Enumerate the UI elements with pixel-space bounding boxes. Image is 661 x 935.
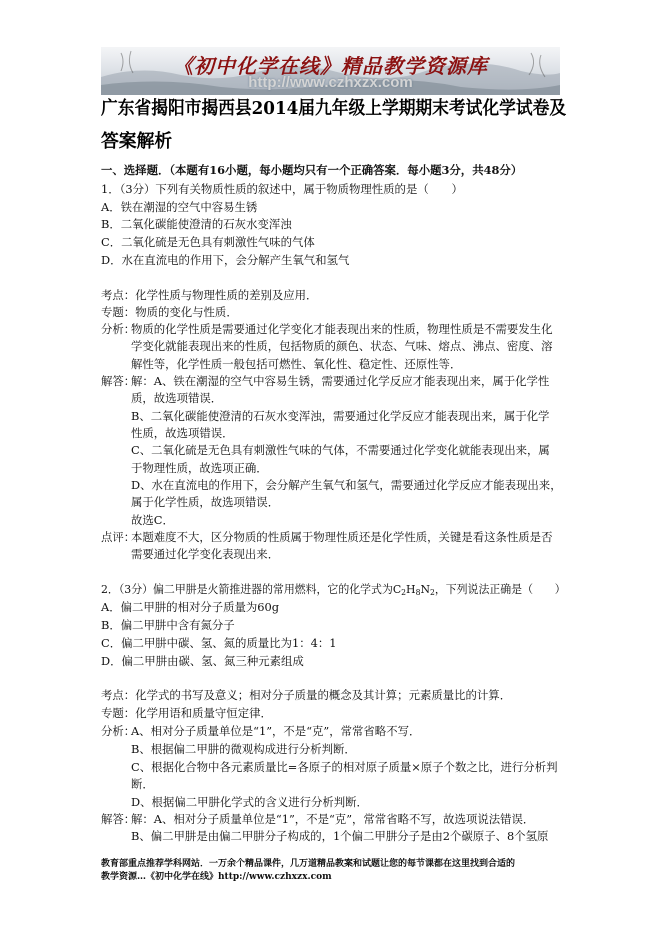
q2-fenxi-line-4: 断． <box>131 777 154 791</box>
q1-jieda-line-8: 属于化学性质，故选项错误． <box>131 495 280 509</box>
q1-jieda-line-9: 故选C． <box>131 513 174 527</box>
q2-option-d: D．偏二甲肼由碳、氢、氮三种元素组成 <box>101 654 304 668</box>
q1-stem: 1．（3分）下列有关物质性质的叙述中，属于物质物理性质的是（ ） <box>101 182 463 196</box>
banner-title: 《初中化学在线》精品教学资源库 <box>173 54 488 78</box>
q2-kaodian-label: 考点： <box>101 688 136 702</box>
q1-kaodian-label: 考点： <box>101 288 136 302</box>
document-title-line-1: 广东省揭阳市揭西县2014届九年级上学期期末考试化学试卷及 <box>101 98 567 119</box>
q2-fenxi-line-3: C、根据化合物中各元素质量比=各原子的相对原子质量×原子个数之比，进行分析判 <box>131 760 558 774</box>
document-title-line-2: 答案解析 <box>101 131 173 152</box>
banner-url[interactable]: http://www.czhxzx.com <box>248 74 413 91</box>
q2-kaodian-text: 化学式的书写及意义；相对分子质量的概念及其计算；元素质量比的计算． <box>135 688 512 702</box>
q1-jieda-line-3: B、二氧化碳能使澄清的石灰水变浑浊，需要通过化学反应才能表现出来，属于化学 <box>131 409 550 423</box>
q2-zhuanti-text: 化学用语和质量守恒定律． <box>135 706 272 720</box>
q2-fenxi-line-1: A、相对分子质量单位是“1”，不是“克”，常常省略不写． <box>131 724 421 738</box>
q2-formula-sub-c: 2 <box>401 588 407 597</box>
q1-dianping-line-2: 需要通过化学变化表现出来． <box>131 547 280 561</box>
q2-jieda-line-1: 解：A、相对分子质量单位是“1”，不是“克”，常常省略不写，故选项说法错误． <box>131 812 535 826</box>
q2-stem-after: ，下列说法正确是（ ） <box>434 582 566 596</box>
q2-stem-before: 2．（3分）偏二甲肼是火箭推进器的常用燃料，它的化学式为C <box>101 582 402 596</box>
q2-formula-h: H <box>406 582 416 596</box>
q1-kaodian-text: 化学性质与物理性质的差别及应用． <box>135 288 318 302</box>
q1-option-b: B．二氧化碳能使澄清的石灰水变浑浊 <box>101 217 292 231</box>
q1-option-d: D．水在直流电的作用下，会分解产生氧气和氢气 <box>101 253 350 267</box>
q1-jieda-label: 解答： <box>101 374 136 388</box>
q1-option-c: C．二氧化硫是无色具有刺激性气味的气体 <box>101 235 315 249</box>
q1-zhuanti-text: 物质的变化与性质． <box>135 305 238 319</box>
q1-fenxi-line-1: 物质的化学性质是需要通过化学变化才能表现出来的性质，物理性质是不需要发生化 <box>131 322 553 336</box>
q2-jieda-label: 解答： <box>101 812 136 826</box>
q1-kaodian <box>101 288 317 302</box>
q1-jieda-line-2: 质，故选项错误． <box>131 391 223 405</box>
q2-zhuanti-label: 专题： <box>101 706 136 720</box>
q2-stem <box>101 582 566 596</box>
q2-zhuanti <box>101 706 272 720</box>
q1-jieda-line-6: 于物理性质，故选项正确． <box>131 461 268 475</box>
q2-fenxi-line-5: D、根据偏二甲肼化学式的含义进行分析判断． <box>131 795 368 809</box>
q1-jieda-line-1: 解：A、铁在潮湿的空气中容易生锈，需要通过化学反应才能表现出来，属于化学性 <box>131 374 550 388</box>
q1-jieda-line-7: D、水在直流电的作用下，会分解产生氧气和氢气，需要通过化学反应才能表现出来， <box>131 478 562 492</box>
q2-option-a: A．偏二甲肼的相对分子质量为60g <box>101 600 280 614</box>
q2-option-b: B．偏二甲肼中含有氮分子 <box>101 618 235 632</box>
footer-line-2: 教学资源…《初中化学在线》http://www.czhxzx.com <box>101 872 332 882</box>
q2-formula-n: N <box>420 582 430 596</box>
q1-jieda-line-4: 性质，故选项错误． <box>131 426 234 440</box>
q1-fenxi-line-3: 解性等，化学性质一般包括可燃性、氧化性、稳定性、还原性等． <box>131 357 462 371</box>
q2-formula-sub-h: 8 <box>415 588 421 597</box>
q1-dianping-label: 点评： <box>101 530 136 544</box>
q1-fenxi-label: 分析： <box>101 322 136 336</box>
q2-jieda-line-2: B、偏二甲肼是由偏二甲肼分子构成的，1个偏二甲肼分子是由2个碳原子、8个氢原 <box>131 829 549 843</box>
q2-option-c: C．偏二甲肼中碳、氢、氮的质量比为1：4：1 <box>101 636 337 650</box>
q2-formula-sub-n: 2 <box>429 588 435 597</box>
q1-jieda-line-5: C、二氧化硫是无色具有刺激性气味的气体，不需要通过化学变化就能表现出来，属 <box>131 443 550 457</box>
q2-kaodian <box>101 688 511 702</box>
q1-option-a: A．铁在潮湿的空气中容易生锈 <box>101 200 258 214</box>
header-banner <box>101 47 560 95</box>
section-heading: 一、选择题．（本题有16小题，每小题均只有一个正确答案．每小题3分，共48分） <box>101 163 523 177</box>
q2-fenxi-label: 分析： <box>101 724 136 738</box>
q1-zhuanti-label: 专题： <box>101 305 136 319</box>
footer-line-1: 教育部重点推荐学科网站．一万余个精品课件，几万道精品教案和试题让您的每节课都在这里找到合适的 <box>101 859 516 869</box>
q1-dianping-line-1: 本题难度不大，区分物质的性质属于物理性质还是化学性质，关键是看这条性质是否 <box>131 530 553 544</box>
q1-zhuanti <box>101 305 238 319</box>
q1-fenxi-line-2: 学变化就能表现出来的性质，包括物质的颜色、状态、气味、熔点、沸点、密度、溶 <box>131 339 553 353</box>
q2-fenxi-line-2: B、根据偏二甲肼的微观构成进行分析判断． <box>131 742 356 756</box>
